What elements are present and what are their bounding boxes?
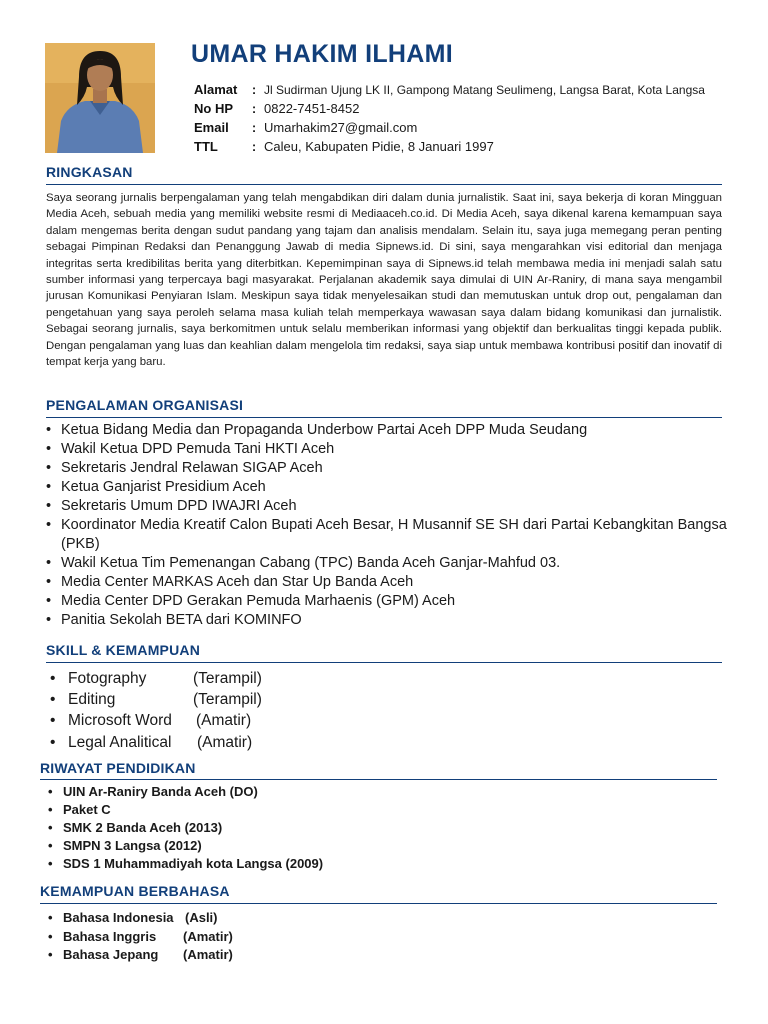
skill-name: • Legal Analitical <box>68 733 172 751</box>
skill-level: (Amatir) <box>197 733 253 751</box>
list-item <box>48 946 233 965</box>
skill-name: • Microsoft Word <box>68 712 172 730</box>
contact-row-phone <box>194 99 705 118</box>
contact-label: No HP <box>194 101 233 116</box>
list-item: • Koordinator Media Kreatif Calon Bupati Aceh Besar, H Musannif SE SH dari Partai Kebangkitan Bangsa (PKB) <box>46 516 736 554</box>
contact-label: TTL <box>194 139 218 154</box>
list-item: • Sekretaris Jendral Relawan SIGAP Aceh <box>46 459 736 478</box>
section-title-skills: SKILL & KEMAMPUAN <box>46 642 201 658</box>
list-item: • Sekretaris Umum DPD IWAJRI Aceh <box>46 497 736 516</box>
contact-label: Alamat <box>194 82 238 97</box>
contact-address: Jl Sudirman Ujung LK II, Gampong Matang Seulimeng, Langsa Barat, Kota Langsa <box>264 82 705 97</box>
contact-colon: : <box>251 139 257 154</box>
summary-text: Saya seorang jurnalis berpengalaman yang telah mengabdikan diri dalam dunia jurnalistik. Saat ini, saya bekerja di koran Mingguan Media Aceh, sebuah media yang memiliki website resmi di Mediaaceh.co.id. Di Media Aceh, saya dikenal karena kemampuan saya dalam mengemas berita dengan sudut pandang yang tajam dan analisis mendalam. Selain itu, saya juga memegang peran penting sebagai Pimpinan Redaksi dan Penanggung Jawab di media Sipnews.id. Di sini, saya mengarahkan visi editorial dan menjaga integritas serta kredibilitas berita yang diterbitkan. Kepemimpinan saya di Sipnews.id telah membawa media ini menjadi salah satu sumber informasi yang terpercaya bagi masyarakat. Perjalanan akademik saya dimulai di UIN Ar-Raniry, di mana saya mengambil jurusan Komunikasi Penyiaran Islam. Meskipun saya tidak menyelesaikan studi dan memutuskan untuk drop out, pengalaman dan pengetahuan yang saya peroleh selama masa kuliah telah memperkaya wawasan saya dalam bidang komunikasi dan jurnalistik. Sebagai seorang jurnalis, saya berkomitmen untuk selalu memberikan informasi yang objektif dan berkualitas tinggi kepada publik. Dengan pengalaman yang luas dan keahlian dalam mengelola tim redaksi, saya siap untuk membawa kontribusi positif dan inovatif di tempat kerja yang baru. <box>46 192 722 369</box>
list-item: • Media Center DPD Gerakan Pemuda Marhaenis (GPM) Aceh <box>46 592 736 611</box>
skill-level: (Terampil) <box>193 670 262 687</box>
list-item <box>48 909 233 928</box>
list-item: • Ketua Bidang Media dan Propaganda Underbow Partai Aceh DPP Muda Seudang <box>46 421 736 440</box>
list-item: • Panitia Sekolah BETA dari KOMINFO <box>46 611 736 630</box>
list-item: • Ketua Ganjarist Presidium Aceh <box>46 478 736 497</box>
skills-list <box>50 668 262 753</box>
contact-phone: 0822-7451-8452 <box>264 101 360 116</box>
page-title: UMAR HAKIM ILHAMI <box>191 40 454 68</box>
list-item: • Paket C <box>48 801 323 819</box>
contact-label: Email <box>194 120 229 135</box>
profile-photo <box>45 43 155 153</box>
section-divider <box>46 662 722 663</box>
contact-info <box>194 80 705 156</box>
section-divider <box>40 779 717 780</box>
contact-colon: : <box>251 101 257 116</box>
contact-row-address <box>194 80 705 99</box>
skill-name: • Editing <box>68 691 116 709</box>
list-item <box>50 732 262 753</box>
section-title-education: RIWAYAT PENDIDIKAN <box>40 760 196 776</box>
skill-name: • Fotography <box>68 670 147 687</box>
list-item: • SMK 2 Banda Aceh (2013) <box>48 819 323 837</box>
language-level: (Amatir) <box>183 947 233 963</box>
skill-level: (Terampil) <box>193 691 262 709</box>
contact-birth: Caleu, Kabupaten Pidie, 8 Januari 1997 <box>264 139 494 154</box>
list-item <box>50 689 262 710</box>
section-title-summary: RINGKASAN <box>46 164 133 180</box>
contact-row-email <box>194 118 705 137</box>
person-photo-icon <box>45 43 155 153</box>
language-level: (Asli) <box>185 910 218 925</box>
list-item <box>50 710 262 731</box>
list-item <box>50 668 262 689</box>
list-item <box>48 928 233 947</box>
list-item: • Wakil Ketua Tim Pemenangan Cabang (TPC) Banda Aceh Ganjar-Mahfud 03. <box>46 554 736 573</box>
section-divider <box>46 417 722 418</box>
contact-email: Umarhakim27@gmail.com <box>264 120 418 135</box>
language-level: (Amatir) <box>183 928 233 944</box>
language-name: • Bahasa Indonesia <box>63 910 174 925</box>
contact-colon: : <box>251 82 257 97</box>
language-name: • Bahasa Inggris <box>63 928 157 944</box>
language-list <box>48 909 233 965</box>
section-title-organization: PENGALAMAN ORGANISASI <box>46 397 244 413</box>
education-list <box>48 783 323 873</box>
list-item: • SDS 1 Muhammadiyah kota Langsa (2009) <box>48 855 323 873</box>
skill-level: (Amatir) <box>196 712 252 730</box>
section-divider <box>40 903 717 904</box>
section-divider <box>46 184 722 185</box>
list-item: • UIN Ar-Raniry Banda Aceh (DO) <box>48 783 323 801</box>
language-name: • Bahasa Jepang <box>63 947 159 963</box>
organization-list <box>46 421 736 630</box>
contact-row-birth <box>194 137 705 156</box>
list-item: • Media Center MARKAS Aceh dan Star Up Banda Aceh <box>46 573 736 592</box>
list-item: • SMPN 3 Langsa (2012) <box>48 837 323 855</box>
section-title-languages: KEMAMPUAN BERBAHASA <box>40 883 230 899</box>
list-item: • Wakil Ketua DPD Pemuda Tani HKTI Aceh <box>46 440 736 459</box>
contact-colon: : <box>251 120 257 135</box>
